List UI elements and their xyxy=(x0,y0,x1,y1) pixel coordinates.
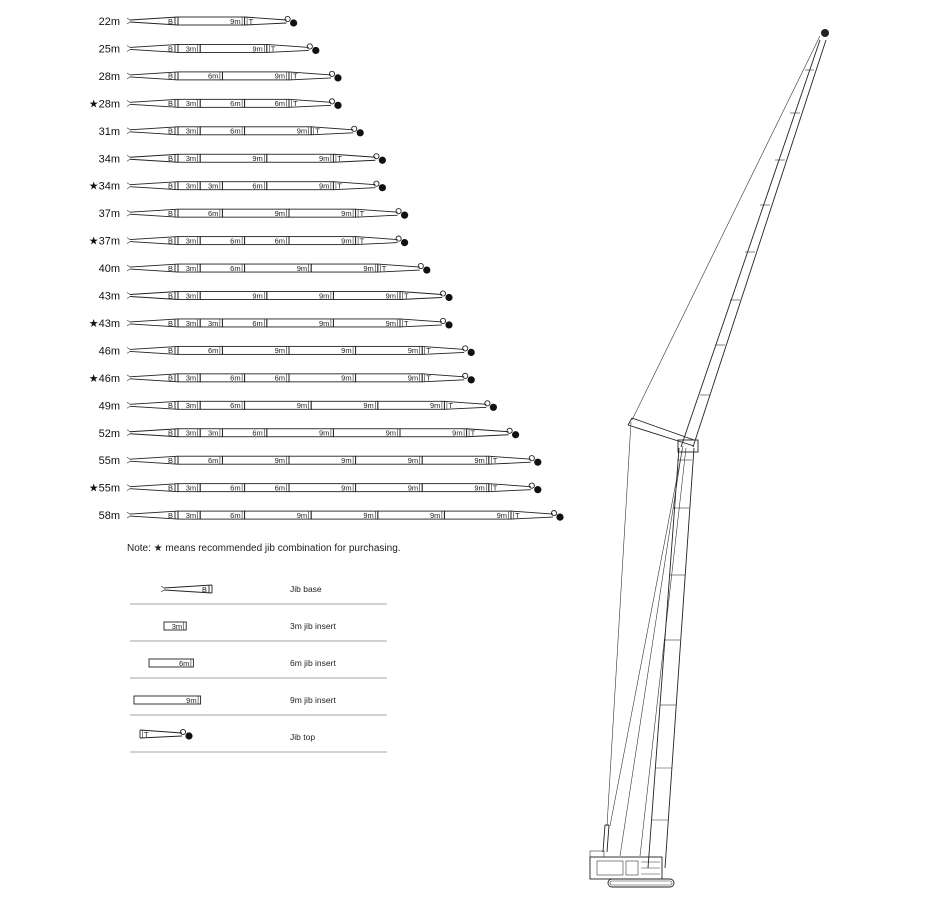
segment-label: 9m xyxy=(341,483,352,493)
segment-label: 6m xyxy=(230,373,241,383)
sheave-icon xyxy=(485,401,490,406)
sheave-icon xyxy=(329,99,334,104)
row-length-label: ★55m xyxy=(88,482,120,495)
segment-label: 9m xyxy=(252,154,263,164)
segment-label: 6m xyxy=(230,99,241,109)
segment-label: 9m xyxy=(407,456,419,465)
jib-combination-rows xyxy=(89,16,564,522)
segment-label: 9m xyxy=(474,483,485,493)
sheave-icon xyxy=(551,510,556,515)
segment-label: 6m xyxy=(252,318,263,328)
hook-icon xyxy=(556,514,563,521)
segment-label: 9m xyxy=(429,401,441,411)
hook-icon xyxy=(379,157,386,164)
row-length-label: ★34m xyxy=(88,180,120,193)
segment-label: T xyxy=(404,318,409,328)
jib-row xyxy=(99,208,409,220)
jib-row xyxy=(89,236,408,248)
jib-row xyxy=(99,16,298,28)
segment-label: 3m xyxy=(185,263,197,273)
jib-row xyxy=(99,291,453,303)
segment-label: 9m xyxy=(385,318,396,328)
segment-label: B xyxy=(167,373,173,383)
sheave-icon xyxy=(374,181,379,186)
jib-row xyxy=(99,510,564,522)
legend-item-base xyxy=(130,584,387,604)
row-length-label: 25m xyxy=(98,43,120,56)
segment-label: 6m xyxy=(207,346,219,356)
segment-label: B xyxy=(167,71,173,81)
sheave-icon xyxy=(418,263,423,268)
segment-label: 3m xyxy=(185,401,197,411)
segment-label: T xyxy=(337,181,342,191)
segment-label: 9m xyxy=(318,181,330,191)
segment-label: B xyxy=(167,401,173,411)
sheave-icon xyxy=(180,729,185,734)
segment-label: 3m xyxy=(185,126,197,136)
segment-label: 3m xyxy=(185,154,197,164)
segment-label: 9m xyxy=(341,346,352,356)
segment-label: B xyxy=(167,291,173,301)
row-length-label: ★43m xyxy=(88,317,120,330)
segment-label: T xyxy=(359,236,365,246)
segment-label: 3m xyxy=(185,44,197,54)
jib-row xyxy=(99,345,475,357)
legend xyxy=(130,584,387,752)
segment-label: 3m xyxy=(207,428,219,438)
legend-item-9m xyxy=(130,695,387,715)
segment-label: 9m xyxy=(296,263,308,273)
hook-icon xyxy=(445,294,452,301)
legend-mark: B xyxy=(201,584,207,594)
legend-item-top xyxy=(130,729,387,752)
row-length-label: 34m xyxy=(98,153,120,166)
segment-label: B xyxy=(167,208,173,218)
segment-label: B xyxy=(167,44,173,54)
jib-row xyxy=(99,455,542,467)
jib-row xyxy=(99,428,520,440)
row-length-label: 43m xyxy=(98,290,120,303)
segment-label: B xyxy=(167,483,173,493)
row-length-label: 46m xyxy=(98,345,120,358)
segment-label: 9m xyxy=(341,456,352,465)
segment-label: 6m xyxy=(230,126,241,136)
recommendation-note: Note: ★ means recommended jib combination for purchasing. xyxy=(127,543,401,554)
segment-label: 9m xyxy=(385,428,396,438)
segment-label: 9m xyxy=(274,208,285,218)
segment-label: 9m xyxy=(429,510,441,520)
legend-mark: 6m xyxy=(178,658,190,668)
jib-row xyxy=(89,318,453,330)
segment-label: T xyxy=(492,483,498,493)
sheave-icon xyxy=(396,209,401,214)
row-length-label: 22m xyxy=(98,16,120,28)
segment-label: 9m xyxy=(274,456,285,465)
segment-label: 9m xyxy=(363,401,374,411)
segment-label: 6m xyxy=(230,236,241,246)
hook-icon xyxy=(445,321,452,328)
segment-label: 3m xyxy=(185,428,197,438)
jib-row xyxy=(89,98,342,110)
segment-label: 9m xyxy=(296,126,308,136)
segment-label: 9m xyxy=(474,456,485,465)
sheave-icon xyxy=(463,373,468,378)
sheave-icon xyxy=(529,483,534,488)
row-length-label: 37m xyxy=(98,208,120,221)
segment-label: B xyxy=(167,456,173,465)
segment-label: 9m xyxy=(363,263,374,273)
segment-label: 6m xyxy=(230,401,241,411)
segment-label: 9m xyxy=(341,208,352,218)
sheave-icon xyxy=(329,71,334,76)
jib-row xyxy=(89,483,542,495)
segment-label: T xyxy=(515,510,520,520)
segment-label: 6m xyxy=(274,483,285,493)
segment-label: T xyxy=(426,346,431,356)
hook-icon xyxy=(334,102,341,109)
sheave-icon xyxy=(507,428,512,433)
row-length-label: 28m xyxy=(98,70,120,83)
hook-icon xyxy=(534,486,541,493)
segment-label: T xyxy=(448,401,453,411)
segment-label: 6m xyxy=(274,236,285,246)
segment-label: 9m xyxy=(318,154,330,164)
legend-mark: T xyxy=(144,730,149,739)
segment-label: 6m xyxy=(274,99,285,109)
legend-label: Jib base xyxy=(290,584,322,594)
segment-label: 6m xyxy=(207,208,219,218)
hook-icon xyxy=(468,349,475,356)
jib-row xyxy=(99,263,431,275)
row-length-label: ★28m xyxy=(88,98,120,111)
jib-row xyxy=(99,43,320,55)
segment-label: 9m xyxy=(407,346,419,356)
segment-label: 9m xyxy=(274,71,285,81)
legend-item-6m xyxy=(130,658,387,678)
main-boom xyxy=(648,448,679,868)
hook-icon xyxy=(357,129,364,136)
legend-label: 3m jib insert xyxy=(290,621,336,631)
segment-label: T xyxy=(359,208,365,218)
segment-label: 3m xyxy=(185,181,197,191)
legend-item-3m xyxy=(130,621,387,641)
sheave-icon xyxy=(374,154,379,159)
legend-label: 6m jib insert xyxy=(290,658,336,668)
sheave-icon xyxy=(352,126,357,131)
segment-label: B xyxy=(167,126,173,136)
hook-icon xyxy=(490,404,497,411)
crane-illustration xyxy=(590,29,829,887)
segment-label: 3m xyxy=(185,510,197,520)
hook-icon xyxy=(468,376,475,383)
segment-label: 6m xyxy=(207,456,219,465)
segment-label: 3m xyxy=(185,291,197,301)
row-length-label: 49m xyxy=(98,400,120,413)
sheave-icon xyxy=(440,291,445,296)
segment-label: 9m xyxy=(296,510,308,520)
back-mast xyxy=(603,825,605,852)
jib-row xyxy=(99,71,342,83)
hook-icon xyxy=(290,19,297,26)
legend-label: Jib top xyxy=(290,732,316,742)
segment-label: 3m xyxy=(207,181,219,191)
row-length-label: ★46m xyxy=(88,372,120,385)
crawler-track xyxy=(608,879,674,887)
legend-mark: 9m xyxy=(186,695,197,705)
sheave-icon xyxy=(396,236,401,241)
segment-label: B xyxy=(167,318,173,328)
segment-label: T xyxy=(270,44,276,54)
hook-icon xyxy=(401,212,408,219)
segment-label: T xyxy=(492,456,498,465)
hook-icon xyxy=(185,732,192,739)
segment-label: 6m xyxy=(230,510,241,520)
segment-label: T xyxy=(315,126,320,136)
segment-label: 6m xyxy=(274,373,285,383)
hook-icon xyxy=(423,266,430,273)
segment-label: 9m xyxy=(341,373,352,383)
sheave-icon xyxy=(529,456,534,461)
row-length-label: 58m xyxy=(98,510,120,523)
segment-label: 9m xyxy=(341,236,352,246)
legend-label: 9m jib insert xyxy=(290,695,336,705)
row-length-label: 55m xyxy=(98,455,120,468)
segment-label: 6m xyxy=(207,71,219,81)
segment-label: B xyxy=(167,16,173,26)
row-length-label: 52m xyxy=(98,427,120,440)
jib-top-sheave xyxy=(821,29,829,37)
jib-row xyxy=(99,400,497,412)
segment-label: T xyxy=(248,16,254,26)
segment-label: 9m xyxy=(296,401,308,411)
segment-label: 9m xyxy=(407,373,419,383)
row-length-label: 31m xyxy=(98,125,120,138)
hook-icon xyxy=(512,431,519,438)
segment-label: T xyxy=(381,263,387,273)
segment-label: B xyxy=(167,510,173,520)
segment-label: 3m xyxy=(185,318,197,328)
segment-label: B xyxy=(167,263,173,273)
segment-label: 9m xyxy=(318,318,330,328)
jib-row xyxy=(89,373,475,385)
hook-icon xyxy=(534,459,541,466)
segment-label: 9m xyxy=(318,428,330,438)
row-length-label: ★37m xyxy=(88,235,120,248)
segment-label: 3m xyxy=(207,318,219,328)
jib-row xyxy=(89,181,386,193)
sheave-icon xyxy=(463,346,468,351)
row-length-label: 40m xyxy=(98,263,120,276)
segment-label: 3m xyxy=(185,236,197,246)
segment-label: 9m xyxy=(496,510,507,520)
segment-label: 6m xyxy=(230,263,241,273)
segment-label: T xyxy=(404,291,409,301)
segment-label: B xyxy=(167,236,173,246)
segment-label: B xyxy=(167,99,173,109)
segment-label: 9m xyxy=(252,291,263,301)
segment-label: T xyxy=(426,373,431,383)
segment-label: B xyxy=(167,428,173,438)
segment-label: 9m xyxy=(318,291,330,301)
luffing-jib xyxy=(681,40,820,447)
segment-label: 9m xyxy=(452,428,463,438)
segment-label: 9m xyxy=(252,44,263,54)
segment-label: 6m xyxy=(252,428,263,438)
segment-label: 9m xyxy=(385,291,396,301)
segment-label: 6m xyxy=(230,483,241,493)
segment-label: T xyxy=(293,71,298,81)
segment-label: B xyxy=(167,154,173,164)
jib-row xyxy=(99,126,364,138)
segment-label: T xyxy=(337,154,342,164)
hook-icon xyxy=(334,74,341,81)
hook-icon xyxy=(379,184,386,191)
segment-label: B xyxy=(167,181,173,191)
segment-label: 3m xyxy=(185,373,197,383)
sheave-icon xyxy=(440,318,445,323)
segment-label: 3m xyxy=(185,483,197,493)
segment-label: 9m xyxy=(274,346,285,356)
jib-row xyxy=(99,153,386,165)
hook-icon xyxy=(401,239,408,246)
segment-label: 6m xyxy=(252,181,263,191)
hook-icon xyxy=(312,47,319,54)
sheave-icon xyxy=(285,16,290,21)
segment-label: B xyxy=(167,346,173,356)
segment-label: T xyxy=(293,99,298,109)
segment-label: 9m xyxy=(230,16,241,26)
segment-label: 9m xyxy=(407,483,419,493)
sheave-icon xyxy=(307,44,312,49)
segment-label: 3m xyxy=(185,99,197,109)
segment-label: T xyxy=(470,428,476,438)
legend-mark: 3m xyxy=(171,621,183,631)
segment-label: 9m xyxy=(363,510,374,520)
